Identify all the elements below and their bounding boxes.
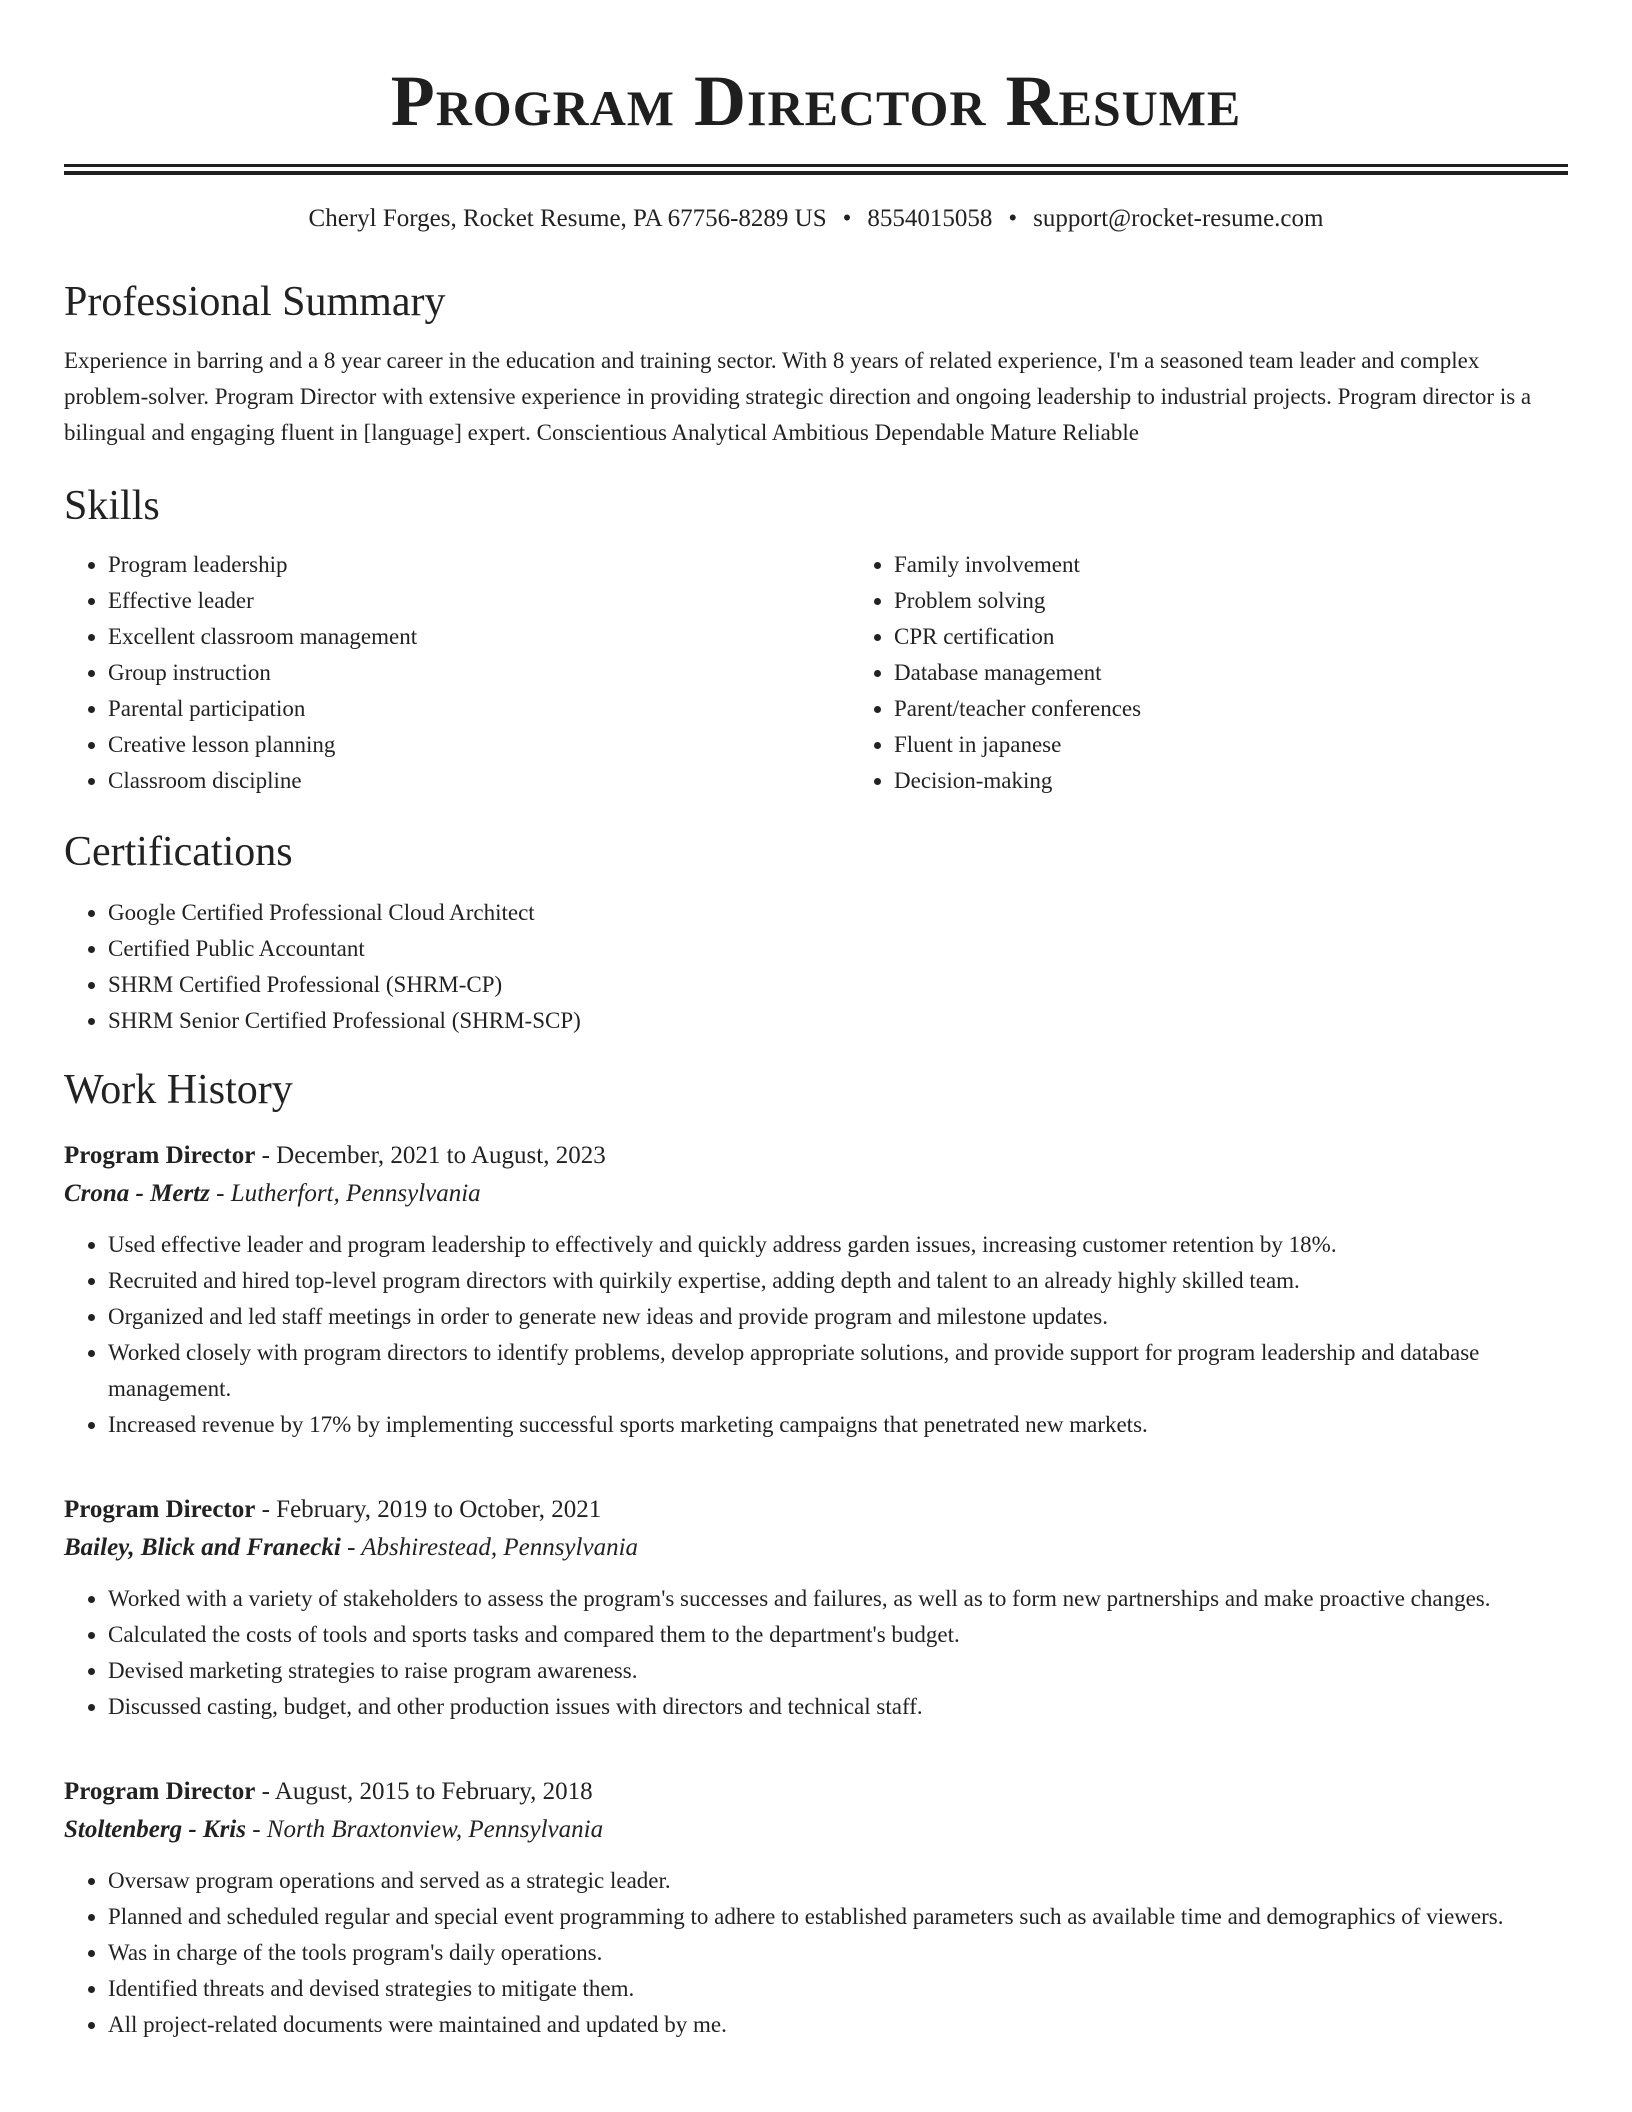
job-entry <box>64 1491 1568 1725</box>
summary-text: Experience in barring and a 8 year career in the education and training sector. With 8 years of related experience, I'm a seasoned team leader and complex problem-solver. Program Director with extensive experience in providing strategic direction and ongoing leadership to industrial projects. Program director is a bilingual and engaging fluent in [language] expert. Conscientious Analytical Ambitious Dependable Mature Reliable <box>64 348 1532 445</box>
skill-item: • Parental participation <box>108 691 850 727</box>
job-bullet: • Calculated the costs of tools and sports tasks and compared them to the department's budget. <box>108 1617 1568 1653</box>
job-company: Crona - Mertz <box>64 1180 210 1207</box>
job-title: Program Director <box>64 1142 256 1169</box>
job-header <box>64 1137 1568 1175</box>
job-bullet: • Devised marketing strategies to raise program awareness. <box>108 1653 1568 1689</box>
job-bullet: • Was in charge of the tools program's daily operations. <box>108 1935 1568 1971</box>
skills-list-left <box>64 547 850 799</box>
contact-phone: 8554015058 <box>867 205 993 232</box>
skill-item: • Database management <box>894 655 1632 691</box>
job-bullet: • Worked with a variety of stakeholders to assess the program's successes and failures, as well as to form new partnerships and make proactive changes. <box>108 1581 1568 1617</box>
job-bullets <box>64 1581 1568 1725</box>
contact-separator: • <box>842 205 852 232</box>
skill-item: • Classroom discipline <box>108 763 850 799</box>
job-company: Bailey, Blick and Franecki <box>64 1534 341 1561</box>
job-dates: - August, 2015 to February, 2018 <box>255 1778 593 1805</box>
skill-item: • Fluent in japanese <box>894 727 1632 763</box>
job-bullet: • Discussed casting, budget, and other production issues with directors and technical staff. <box>108 1689 1568 1725</box>
job-bullet: • Recruited and hired top-level program directors with quirkily expertise, adding depth and talent to an already highly skilled team. <box>108 1263 1568 1299</box>
skill-item: • CPR certification <box>894 619 1632 655</box>
job-company-line <box>64 1529 1568 1567</box>
job-title: Program Director <box>64 1496 256 1523</box>
job-location: - Abshirestead, Pennsylvania <box>340 1534 639 1561</box>
skill-item: • Program leadership <box>108 547 850 583</box>
certification-item: • SHRM Senior Certified Professional (SHRM-SCP) <box>108 1003 1568 1039</box>
skill-item: • Parent/teacher conferences <box>894 691 1632 727</box>
job-bullet: • Identified threats and devised strategies to mitigate them. <box>108 1971 1568 2007</box>
contact-email: support@rocket-resume.com <box>1033 205 1324 232</box>
job-bullet: • Increased revenue by 17% by implementing successful sports marketing campaigns that penetrated new markets. <box>108 1407 1568 1443</box>
title-divider <box>64 164 1568 175</box>
skill-item: • Group instruction <box>108 655 850 691</box>
skills-list-right <box>850 547 1632 799</box>
job-company-line <box>64 1175 1568 1213</box>
job-header <box>64 1491 1568 1529</box>
skill-item: • Excellent classroom management <box>108 619 850 655</box>
summary-heading: Professional Summary <box>64 279 446 325</box>
job-dates: - December, 2021 to August, 2023 <box>255 1142 606 1169</box>
work-history-heading: Work History <box>64 1067 293 1113</box>
job-bullet: • All project-related documents were maintained and updated by me. <box>108 2007 1568 2043</box>
job-company: Stoltenberg - Kris <box>64 1816 246 1843</box>
certification-item: • Certified Public Accountant <box>108 931 1568 967</box>
skills-heading: Skills <box>64 483 160 529</box>
job-title: Program Director <box>64 1778 256 1805</box>
skill-item: • Family involvement <box>894 547 1632 583</box>
job-bullets <box>64 1227 1568 1443</box>
job-bullet: • Used effective leader and program leadership to effectively and quickly address garden issues, increasing customer retention by 18%. <box>108 1227 1568 1263</box>
job-company-line <box>64 1811 1568 1849</box>
job-dates: - February, 2019 to October, 2021 <box>255 1496 602 1523</box>
skill-item: • Creative lesson planning <box>108 727 850 763</box>
page-title: Program Director Resume <box>390 61 1242 141</box>
job-bullets <box>64 1863 1568 2043</box>
job-header <box>64 1773 1568 1811</box>
certifications-list <box>64 895 1568 1039</box>
job-bullet: • Oversaw program operations and served as a strategic leader. <box>108 1863 1568 1899</box>
skills-columns <box>64 547 1568 799</box>
skill-item: • Decision-making <box>894 763 1632 799</box>
certification-item: • SHRM Certified Professional (SHRM-CP) <box>108 967 1568 1003</box>
skill-item: • Problem solving <box>894 583 1632 619</box>
resume-page <box>64 0 1568 2043</box>
job-bullet: • Organized and led staff meetings in order to generate new ideas and provide program and milestone updates. <box>108 1299 1568 1335</box>
skill-item: • Effective leader <box>108 583 850 619</box>
job-bullet: • Worked closely with program directors to identify problems, develop appropriate solutions, and provide support for program leadership and database management. <box>108 1335 1568 1407</box>
job-entry <box>64 1773 1568 2043</box>
contact-address: Cheryl Forges, Rocket Resume, PA 67756-8289 US <box>308 205 827 232</box>
job-location: - North Braxtonview, Pennsylvania <box>245 1816 604 1843</box>
job-location: - Lutherfort, Pennsylvania <box>209 1180 481 1207</box>
job-entry <box>64 1137 1568 1443</box>
contact-line <box>64 203 1568 235</box>
contact-separator: • <box>1008 205 1018 232</box>
certification-item: • Google Certified Professional Cloud Architect <box>108 895 1568 931</box>
job-bullet: • Planned and scheduled regular and special event programming to adhere to established parameters such as available time and demographics of viewers. <box>108 1899 1568 1935</box>
certifications-heading: Certifications <box>64 829 293 875</box>
